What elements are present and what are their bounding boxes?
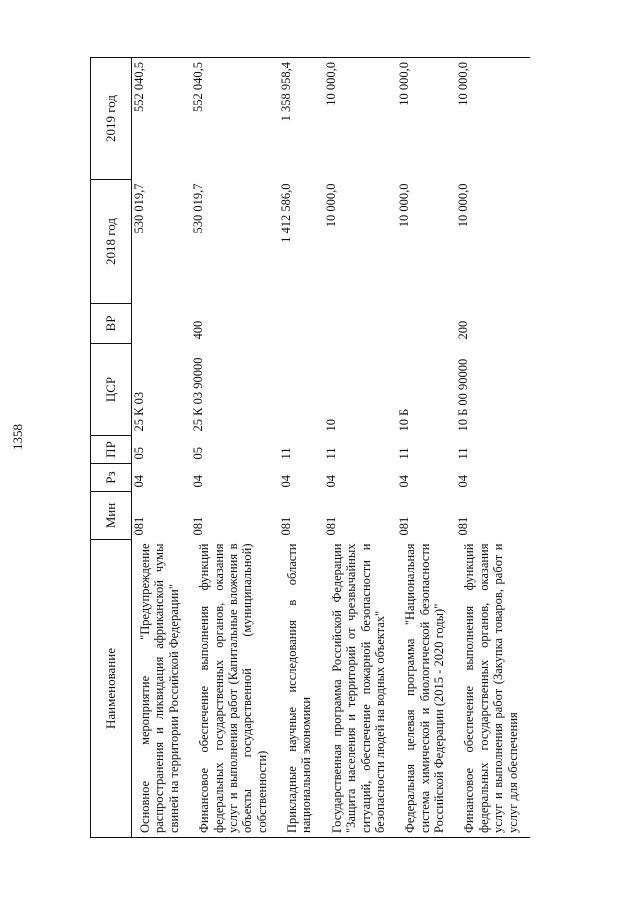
header-2018: 2018 год — [91, 180, 132, 304]
row-min: 081 — [456, 516, 471, 536]
header-2019: 2019 год — [91, 58, 132, 180]
row-min: 081 — [132, 516, 146, 536]
table-row — [279, 58, 324, 838]
row-pr: 11 — [279, 447, 293, 460]
table-row — [397, 58, 456, 838]
row-min: 081 — [191, 516, 206, 536]
row-rz: 04 — [456, 475, 471, 488]
row-csr: 10 Б — [397, 408, 412, 432]
page-number: 1358 — [10, 424, 25, 450]
header-vr: ВР — [91, 304, 132, 344]
table-row — [324, 58, 398, 838]
header-pr: ПР — [91, 436, 132, 464]
header-rz: Рз — [91, 464, 132, 492]
row-min: 081 — [397, 516, 412, 536]
row-pr: 11 — [456, 447, 471, 460]
row-2018: 10 000,0 — [397, 183, 412, 228]
row-pr: 11 — [397, 447, 412, 460]
row-csr: 10 Б 00 90000 — [456, 358, 471, 432]
rotated-table-frame — [90, 58, 610, 838]
table-row — [191, 58, 279, 838]
row-2019: 10 000,0 — [324, 58, 398, 180]
row-csr: 10 — [323, 419, 338, 432]
table-row — [456, 58, 530, 838]
table-header-row — [91, 58, 132, 838]
row-2019: 552 040,5 — [132, 58, 192, 180]
row-2018: 530 019,7 — [132, 183, 146, 234]
row-rz: 04 — [191, 475, 206, 488]
budget-table — [90, 57, 530, 838]
row-2019: 10 000,0 — [397, 58, 456, 180]
row-min: 081 — [323, 516, 338, 536]
row-name: Федеральная целевая программа "Национальная система химической и биологической безопасности Российской Федерации (2015 - 2020 годы)" — [397, 540, 456, 838]
row-pr: 05 — [132, 447, 146, 460]
row-name: Финансовое обеспечение выполнения функций федеральных государственных органов, оказания услуг и выполнения работ (Закупка товаров, работ и услуг для обеспечения — [456, 540, 530, 838]
row-2018: 10 000,0 — [323, 183, 338, 228]
row-2018: 1 412 586,0 — [279, 183, 293, 243]
row-csr: 25 К 03 — [132, 391, 146, 432]
row-2019: 10 000,0 — [456, 58, 530, 180]
row-vr — [324, 304, 398, 344]
row-vr — [132, 304, 192, 344]
row-csr — [279, 344, 324, 436]
row-rz: 04 — [279, 475, 293, 488]
row-csr: 25 К 03 90000 — [191, 357, 206, 432]
row-name: Основное мероприятие "Предупреждение распространения и ликвидация африканской чумы свиней на территории Российской Федерации" — [132, 540, 192, 838]
row-rz: 04 — [397, 475, 412, 488]
row-vr — [397, 304, 456, 344]
header-name: Наименование — [91, 540, 132, 838]
row-2019: 552 040,5 — [191, 58, 279, 180]
row-2018: 10 000,0 — [456, 183, 471, 228]
row-2019: 1 358 958,4 — [279, 58, 324, 180]
row-rz: 04 — [132, 475, 146, 488]
row-pr: 05 — [191, 447, 206, 460]
table-row — [132, 58, 192, 838]
row-vr: 200 — [456, 320, 471, 340]
row-rz: 04 — [323, 475, 338, 488]
row-vr — [279, 304, 324, 344]
header-min: Мин — [91, 492, 132, 540]
header-csr: ЦСР — [91, 344, 132, 436]
row-name: Финансовое обеспечение выполнения функций федеральных государственных органов, оказания услуг и выполнения работ (Капитальные вложения в объекты государственной (муниципальной) собственности) — [191, 540, 279, 838]
row-pr: 11 — [323, 447, 338, 460]
row-min: 081 — [279, 516, 293, 536]
row-2018: 530 019,7 — [191, 183, 206, 234]
row-name: Государственная программа Российской Федерации "Защита населения и территорий от чрезвычайных ситуаций, обеспечение пожарной безопасности и безопасности людей на водных объектах" — [324, 540, 398, 838]
row-vr: 400 — [191, 320, 206, 340]
row-name: Прикладные научные исследования в области национальной экономики — [279, 540, 324, 838]
